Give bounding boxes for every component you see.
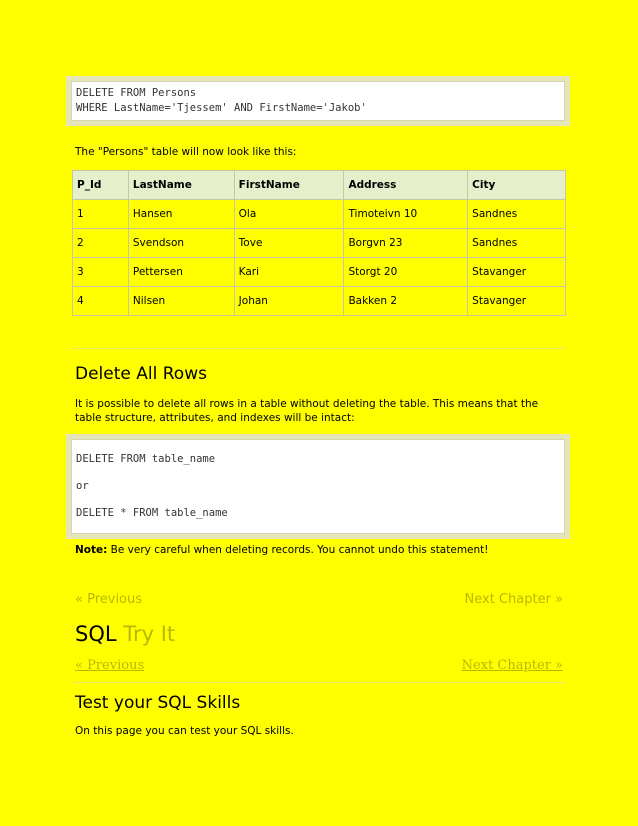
table-cell: Sandnes	[468, 229, 566, 258]
column-header: FirstName	[234, 171, 344, 200]
column-header: LastName	[128, 171, 234, 200]
previous-link-bottom[interactable]: « Previous	[75, 658, 145, 673]
note-label: Note:	[75, 544, 108, 556]
code-block	[71, 81, 565, 121]
code-example-delete-all	[66, 434, 570, 539]
table-cell: 4	[73, 287, 129, 316]
table-row	[73, 287, 566, 316]
table-cell: 3	[73, 258, 129, 287]
table-cell: Storgt 20	[344, 258, 468, 287]
code-line: WHERE LastName='Tjessem' AND FirstName='Jakob'	[76, 102, 367, 114]
table-row	[73, 229, 566, 258]
table-cell: 1	[73, 200, 129, 229]
table-cell: Timoteivn 10	[344, 200, 468, 229]
divider	[72, 348, 566, 349]
table-cell: Nilsen	[128, 287, 234, 316]
table-cell: Ola	[234, 200, 344, 229]
table-header-row	[73, 171, 566, 200]
table-cell: Pettersen	[128, 258, 234, 287]
table-cell: Kari	[234, 258, 344, 287]
code-line: DELETE * FROM table_name	[76, 507, 228, 519]
table-cell: Stavanger	[468, 258, 566, 287]
note	[75, 543, 545, 557]
page-title-accent: Try It	[123, 622, 176, 646]
table-cell: Stavanger	[468, 287, 566, 316]
persons-table	[72, 170, 566, 316]
code-block	[71, 439, 565, 534]
next-chapter-link-bottom[interactable]: Next Chapter »	[461, 658, 563, 673]
table-cell: Bakken 2	[344, 287, 468, 316]
delete-all-description: It is possible to delete all rows in a table without deleting the table. This means that the table structure, attributes, and indexes will be intact:	[75, 398, 539, 424]
column-header: Address	[344, 171, 468, 200]
intro-text: The "Persons" table will now look like this:	[75, 146, 297, 158]
table-cell: Sandnes	[468, 200, 566, 229]
section-heading-delete-all: Delete All Rows	[75, 364, 207, 384]
code-line: or	[76, 480, 89, 492]
previous-link[interactable]: « Previous	[75, 592, 143, 607]
table-row	[73, 258, 566, 287]
table-cell: Tove	[234, 229, 344, 258]
code-line: DELETE FROM Persons	[76, 87, 197, 99]
table-cell: Hansen	[128, 200, 234, 229]
divider	[72, 682, 566, 683]
note-text: Be very careful when deleting records. You cannot undo this statement!	[107, 544, 489, 556]
code-line: DELETE FROM table_name	[76, 453, 216, 465]
table-cell: Johan	[234, 287, 344, 316]
table-cell: Borgvn 23	[344, 229, 468, 258]
table-row	[73, 200, 566, 229]
column-header: P_Id	[73, 171, 129, 200]
next-chapter-link[interactable]: Next Chapter »	[464, 592, 563, 607]
page-title	[75, 622, 175, 646]
page-title-main: SQL	[75, 622, 117, 646]
table-cell: Svendson	[128, 229, 234, 258]
table-cell: 2	[73, 229, 129, 258]
column-header: City	[468, 171, 566, 200]
code-example-delete-jakob	[66, 76, 570, 126]
section-heading-test-skills: Test your SQL Skills	[75, 693, 241, 713]
test-skills-text: On this page you can test your SQL skills.	[75, 725, 294, 737]
